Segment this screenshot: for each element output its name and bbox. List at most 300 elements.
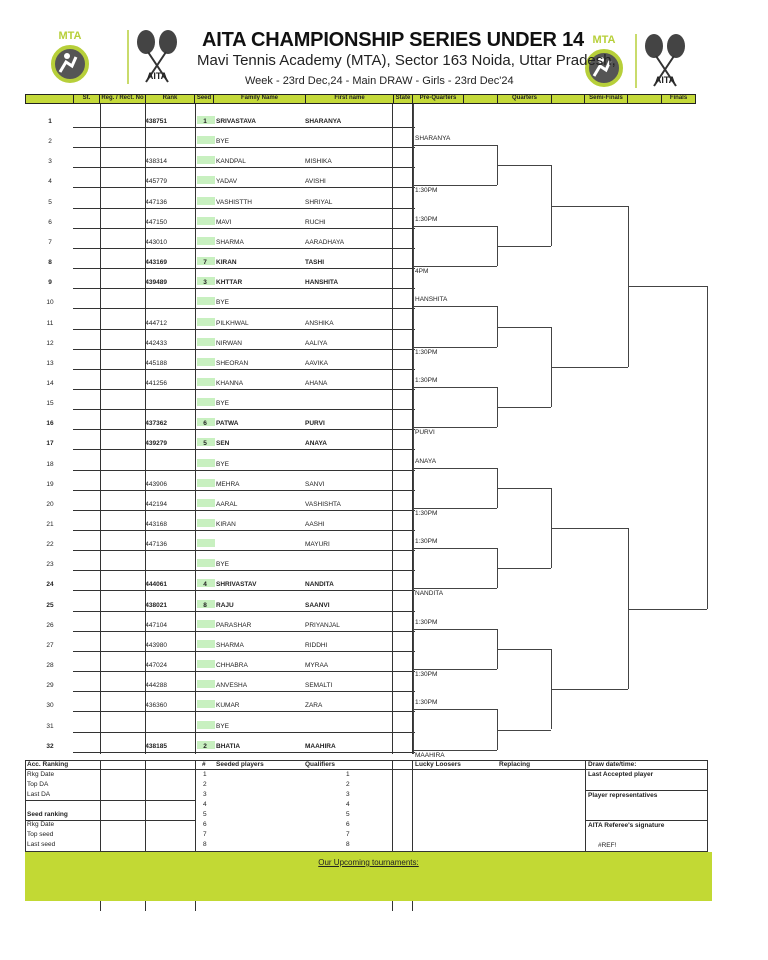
row-divider <box>73 570 415 571</box>
family-name: BYE <box>216 138 230 146</box>
family-name: BYE <box>216 722 230 730</box>
lucky-losers-label: Lucky Loosers <box>415 761 461 768</box>
seed-cell <box>197 318 215 326</box>
draw-position: 17 <box>46 440 54 448</box>
bracket-line <box>551 206 628 207</box>
bracket-slot-label: 1:30PM <box>415 699 438 707</box>
aita-logo-text: AITA <box>146 71 168 81</box>
row-divider <box>73 711 415 712</box>
bracket-slot-label: MAAHIRA <box>415 751 445 759</box>
seed-cell <box>197 156 215 164</box>
first-name: AHANA <box>305 379 328 387</box>
registration-number: 438314 <box>145 158 167 166</box>
bracket-line <box>413 588 497 589</box>
first-name: SANVI <box>305 480 325 488</box>
racket-icon <box>137 30 155 54</box>
mta-logo-text: MTA <box>592 34 616 46</box>
divider <box>585 760 586 852</box>
row-divider <box>73 369 415 370</box>
registration-number: 436360 <box>145 702 167 710</box>
first-name: PRIYANJAL <box>305 621 340 629</box>
divider <box>412 760 413 852</box>
qualifier-number: 7 <box>346 831 350 838</box>
bracket-slot-label: 1:30PM <box>415 187 438 195</box>
top-da-label: Top DA <box>27 781 49 788</box>
venue-subtitle: Mavi Tennis Academy (MTA), Sector 163 Noida, Uttar Pradesh, <box>197 52 616 69</box>
header-blank <box>628 95 662 103</box>
first-name: MYRAA <box>305 662 329 670</box>
divider <box>145 760 146 852</box>
bracket-slot-label: 1:30PM <box>415 376 438 384</box>
seed-number: 1 <box>203 118 207 125</box>
draw-position: 31 <box>46 722 54 730</box>
seeded-number: 2 <box>203 781 207 788</box>
bracket-line <box>413 508 497 509</box>
bracket-line <box>497 407 551 408</box>
replacing-label: Replacing <box>499 761 531 768</box>
row-divider <box>73 651 415 652</box>
family-name: BYE <box>216 400 230 408</box>
seed-number: 6 <box>203 420 207 428</box>
racket-icon <box>667 34 685 58</box>
bracket-line <box>551 367 628 368</box>
first-name: MISHIKA <box>305 158 332 166</box>
registration-number: 442194 <box>145 500 167 508</box>
bracket-line <box>413 750 497 751</box>
first-name: MAYURI <box>305 541 330 549</box>
bracket-slot-label: 4PM <box>415 268 429 276</box>
seed-number: 7 <box>203 259 207 267</box>
draw-position: 25 <box>46 601 54 609</box>
seed-cell <box>197 559 215 567</box>
seed-cell <box>197 378 215 386</box>
divider <box>25 769 708 770</box>
draw-position: 15 <box>46 400 54 408</box>
registration-number: 445779 <box>145 178 167 186</box>
row-divider <box>73 671 415 672</box>
draw-position: 29 <box>46 682 54 690</box>
seeded-players-label: Seeded players <box>216 761 264 768</box>
header-seed: Seed <box>195 95 214 103</box>
header-finals: Finals <box>669 95 688 101</box>
registration-number: 444061 <box>145 581 167 589</box>
first-name: AAVIKA <box>305 359 329 367</box>
mta-logo-text: MTA <box>58 30 82 42</box>
registration-number: 443010 <box>145 238 167 246</box>
row-divider <box>73 550 415 551</box>
row-divider <box>73 127 415 128</box>
registration-number: 443168 <box>145 521 167 528</box>
bracket-line <box>628 609 707 610</box>
header-blank <box>26 95 74 103</box>
upcoming-tournaments-link[interactable]: Our Upcoming tournaments: <box>318 858 419 867</box>
bracket-slot-label: 1:30PM <box>415 509 438 517</box>
family-name: BHATIA <box>216 742 241 750</box>
bracket-slot-label: 1:30PM <box>415 215 438 223</box>
seeded-number: 7 <box>203 831 207 838</box>
first-name: RUCHI <box>305 218 326 226</box>
referee-value: #REF! <box>598 842 617 849</box>
bracket-line <box>497 327 551 328</box>
header-st: St. <box>74 95 100 103</box>
bracket-border <box>413 104 414 754</box>
draw-position: 13 <box>46 359 54 367</box>
first-name: VASHISHTA <box>305 500 341 508</box>
bracket-line <box>413 468 497 469</box>
first-name: AASHI <box>305 521 325 528</box>
registration-number: 437362 <box>145 420 167 428</box>
family-name: SHEORAN <box>216 359 249 367</box>
draw-position: 10 <box>46 299 54 307</box>
bracket-line <box>413 709 497 710</box>
family-name: KHANNA <box>216 379 244 387</box>
bracket-line <box>413 387 497 388</box>
first-name: MAAHIRA <box>305 742 336 750</box>
family-name: KUMAR <box>216 702 240 710</box>
bracket-line <box>413 306 497 307</box>
row-divider <box>73 329 415 330</box>
aita-logo-text: AITA <box>654 75 676 85</box>
seed-cell <box>197 499 215 507</box>
family-name: PATWA <box>216 420 239 428</box>
bracket-slot-label: 1:30PM <box>415 348 438 356</box>
seed-cell <box>197 539 215 547</box>
bracket-line <box>413 347 497 348</box>
seed-cell <box>197 459 215 467</box>
draw-position: 32 <box>46 742 54 750</box>
seed-cell <box>197 358 215 366</box>
row-divider <box>73 590 415 591</box>
seed-cell <box>197 721 215 729</box>
draw-position: 27 <box>46 641 54 649</box>
divider <box>585 820 708 821</box>
row-divider <box>73 510 415 511</box>
header-first-name: First name <box>306 95 394 103</box>
family-name: PILKHWAL <box>216 319 249 327</box>
family-name: RAJU <box>216 601 234 609</box>
bracket-line <box>707 286 708 608</box>
bracket-line <box>628 286 707 287</box>
divider <box>195 760 196 852</box>
bracket-line <box>413 145 497 146</box>
bracket-line <box>497 246 551 247</box>
bracket-line <box>413 629 497 630</box>
family-name: VASHISTTH <box>216 198 252 206</box>
seed-cell <box>197 398 215 406</box>
header-blank <box>464 95 498 103</box>
registration-number: 444712 <box>145 319 167 327</box>
header-quarters: Quarters <box>498 95 552 103</box>
qualifiers-label: Qualifiers <box>305 761 335 768</box>
registration-number: 444288 <box>145 682 167 690</box>
row-divider <box>73 187 415 188</box>
seed-cell <box>197 237 215 245</box>
bracket-line <box>497 649 551 650</box>
referee-signature-label: AITA Referee's signature <box>588 822 665 829</box>
draw-position: 4 <box>48 178 52 186</box>
bracket-slot-label: 1:30PM <box>415 618 438 626</box>
bracket-line <box>413 669 497 670</box>
row-divider <box>73 208 415 209</box>
registration-number: 438021 <box>145 601 167 609</box>
last-da-label: Last DA <box>27 791 51 798</box>
bracket-line <box>413 185 497 186</box>
draw-position: 21 <box>46 521 54 528</box>
row-divider <box>73 409 415 410</box>
seeded-number: 6 <box>203 821 207 828</box>
draw-position: 1 <box>48 118 52 125</box>
family-name: BYE <box>216 561 230 569</box>
registration-number: 447024 <box>145 662 167 670</box>
registration-number: 441256 <box>145 379 167 387</box>
draw-position: 7 <box>48 238 52 246</box>
registration-number: 447136 <box>145 198 167 206</box>
seeded-number: 8 <box>203 841 207 848</box>
registration-number: 443169 <box>145 259 167 267</box>
row-divider <box>73 449 415 450</box>
column-header-row <box>25 94 696 104</box>
qualifier-number: 8 <box>346 841 350 848</box>
draw-position: 3 <box>48 158 52 166</box>
bracket-line <box>497 730 551 731</box>
family-name: SHARMA <box>216 238 244 246</box>
draw-position: 23 <box>46 561 54 569</box>
upcoming-tournaments-band <box>25 852 712 901</box>
seed-number: 8 <box>203 601 207 609</box>
qualifier-number: 6 <box>346 821 350 828</box>
first-name: AALIYA <box>305 339 328 347</box>
seed-cell <box>197 217 215 225</box>
draw-position: 18 <box>46 460 54 468</box>
first-name: ANSHIKA <box>305 319 334 327</box>
first-name: SEMALTI <box>305 682 333 690</box>
seeded-number: 1 <box>203 771 207 778</box>
bracket-line <box>413 226 497 227</box>
seed-cell <box>197 680 215 688</box>
draw-position: 11 <box>46 319 54 327</box>
bracket-line <box>497 568 551 569</box>
seed-cell <box>197 297 215 305</box>
first-name: NANDITA <box>305 581 334 589</box>
family-name: NIRWAN <box>216 339 242 347</box>
first-name: ANAYA <box>305 440 327 448</box>
row-divider <box>73 288 415 289</box>
qualifier-number: 1 <box>346 771 350 778</box>
bracket-slot-label: 1:30PM <box>415 538 438 546</box>
row-divider <box>73 167 415 168</box>
first-name: PURVI <box>305 420 325 428</box>
qualifier-number: 4 <box>346 801 350 808</box>
last-seed-label: Last seed <box>27 841 56 848</box>
draw-position: 22 <box>46 541 54 549</box>
seeded-number: 4 <box>203 801 207 808</box>
draw-datetime-label: Draw date/time: <box>588 761 637 768</box>
draw-position: 2 <box>48 138 52 146</box>
seed-cell <box>197 136 215 144</box>
row-divider <box>73 308 415 309</box>
first-name: TASHI <box>305 259 325 267</box>
draw-position: 8 <box>48 259 52 267</box>
first-name: AVISHI <box>305 178 326 186</box>
seed-ranking-label: Seed ranking <box>27 811 68 818</box>
bracket-slot-label: SHARANYA <box>415 135 451 143</box>
divider <box>100 901 101 911</box>
row-divider <box>73 429 415 430</box>
rkg-date-label: Rkg Date <box>27 771 55 778</box>
row-divider <box>73 611 415 612</box>
left-logos <box>36 24 196 94</box>
racket-icon <box>645 34 663 58</box>
row-divider <box>73 470 415 471</box>
draw-position: 26 <box>46 621 54 629</box>
family-name: SHRIVASTAV <box>216 581 257 589</box>
divider <box>25 800 195 801</box>
registration-number: 439279 <box>145 440 167 448</box>
qualifier-number: 3 <box>346 791 350 798</box>
family-name: MEHRA <box>216 480 240 488</box>
registration-number: 447104 <box>145 621 167 629</box>
qualifier-number: 2 <box>346 781 350 788</box>
seed-cell <box>197 479 215 487</box>
header-state: State <box>394 95 413 103</box>
last-accepted-label: Last Accepted player <box>588 771 654 778</box>
registration-number: 438185 <box>145 742 167 750</box>
seed-cell <box>197 660 215 668</box>
registration-number: 443906 <box>145 480 167 488</box>
family-name: BYE <box>216 299 230 307</box>
family-name: CHHABRA <box>216 662 248 670</box>
bracket-line <box>497 165 551 166</box>
draw-position: 28 <box>46 662 54 670</box>
acc-ranking-label: Acc. Ranking <box>27 761 69 768</box>
rkg-date-label: Rkg Date <box>27 821 55 828</box>
draw-position: 16 <box>46 420 54 428</box>
family-name: BYE <box>216 460 230 468</box>
family-name: SHARMA <box>216 641 244 649</box>
family-name: AARAL <box>216 500 238 508</box>
row-divider <box>73 530 415 531</box>
row-divider <box>73 732 415 733</box>
bracket-line <box>551 528 628 529</box>
hash-label: # <box>202 761 206 768</box>
bracket-slot-label: NANDITA <box>415 590 444 598</box>
row-divider <box>73 631 415 632</box>
divider <box>392 760 393 852</box>
registration-number: 447136 <box>145 541 167 549</box>
bracket-slot-label: ANAYA <box>415 457 437 465</box>
bracket-slot-label: 1:30PM <box>415 671 438 679</box>
seed-number: 4 <box>203 581 207 589</box>
draw-position: 24 <box>46 581 54 589</box>
row-divider <box>73 147 415 148</box>
family-name: SEN <box>216 440 230 448</box>
header-pre-quarters: Pre-Quarters <box>413 95 464 103</box>
seeded-number: 5 <box>203 811 207 818</box>
row-divider <box>73 691 415 692</box>
draw-position: 20 <box>46 500 54 508</box>
draw-position: 9 <box>48 279 52 287</box>
bracket-line <box>413 266 497 267</box>
seed-cell <box>197 640 215 648</box>
family-name: ANVESHA <box>216 682 248 690</box>
header-rank: Rank <box>146 95 195 103</box>
qualifier-number: 5 <box>346 811 350 818</box>
mta-logo <box>36 24 196 94</box>
header-semi-finals: Semi-Finals <box>585 95 628 103</box>
divider <box>392 901 393 911</box>
registration-number: 438751 <box>145 118 167 125</box>
registration-number: 445188 <box>145 359 167 367</box>
family-name: PARASHAR <box>216 621 252 629</box>
bracket-line <box>497 488 551 489</box>
family-name: KIRAN <box>216 259 237 267</box>
family-name: KHTTAR <box>216 279 243 287</box>
first-name: SAANVI <box>305 601 330 609</box>
family-name: MAVI <box>216 218 232 226</box>
seed-cell <box>197 197 215 205</box>
divider <box>100 760 101 852</box>
top-seed-label: Top seed <box>27 831 54 838</box>
page-title: AITA CHAMPIONSHIP SERIES UNDER 14 <box>202 29 584 51</box>
draw-position: 30 <box>46 702 54 710</box>
family-name: SRIVASTAVA <box>216 118 256 125</box>
divider <box>145 901 146 911</box>
registration-number: 443980 <box>145 641 167 649</box>
first-name: SHRIYAL <box>305 198 333 206</box>
draw-position: 14 <box>46 379 54 387</box>
bracket-slot-label: PURVI <box>415 429 435 437</box>
family-name: KANDPAL <box>216 158 246 166</box>
row-divider <box>73 268 415 269</box>
seed-cell <box>197 338 215 346</box>
row-divider <box>73 389 415 390</box>
bracket-line <box>413 427 497 428</box>
registration-number: 439489 <box>145 279 167 287</box>
bracket-line <box>413 548 497 549</box>
header-blank <box>552 95 585 103</box>
divider <box>195 901 196 911</box>
family-name: YADAV <box>216 178 238 186</box>
family-name: KIRAN <box>216 521 236 528</box>
row-divider <box>73 349 415 350</box>
row-divider <box>73 490 415 491</box>
player-reps-label: Player representatives <box>588 792 658 799</box>
bracket-slot-label: HANSHITA <box>415 296 448 304</box>
registration-number: 447150 <box>145 218 167 226</box>
seed-number: 5 <box>203 440 207 448</box>
divider <box>412 901 413 911</box>
row-divider <box>73 752 415 753</box>
first-name: ZARA <box>305 702 323 710</box>
seed-cell <box>197 700 215 708</box>
first-name: SHARANYA <box>305 118 342 125</box>
first-name: AARADHAYA <box>305 238 345 246</box>
seed-cell <box>197 519 215 527</box>
first-name: HANSHITA <box>305 279 339 287</box>
draw-info: Week - 23rd Dec,24 - Main DRAW - Girls - 23rd Dec'24 <box>245 75 514 87</box>
header-reg: Reg. / Rect. No <box>100 95 146 103</box>
seeded-number: 3 <box>203 791 207 798</box>
row-divider <box>73 248 415 249</box>
bracket-line <box>551 689 628 690</box>
header-family-name: Family Name <box>214 95 306 103</box>
first-name: RIDDHI <box>305 641 328 649</box>
draw-position: 12 <box>46 339 54 347</box>
registration-number: 442433 <box>145 339 167 347</box>
draw-position: 5 <box>48 198 52 206</box>
seed-number: 3 <box>203 279 207 287</box>
racket-icon <box>159 30 177 54</box>
